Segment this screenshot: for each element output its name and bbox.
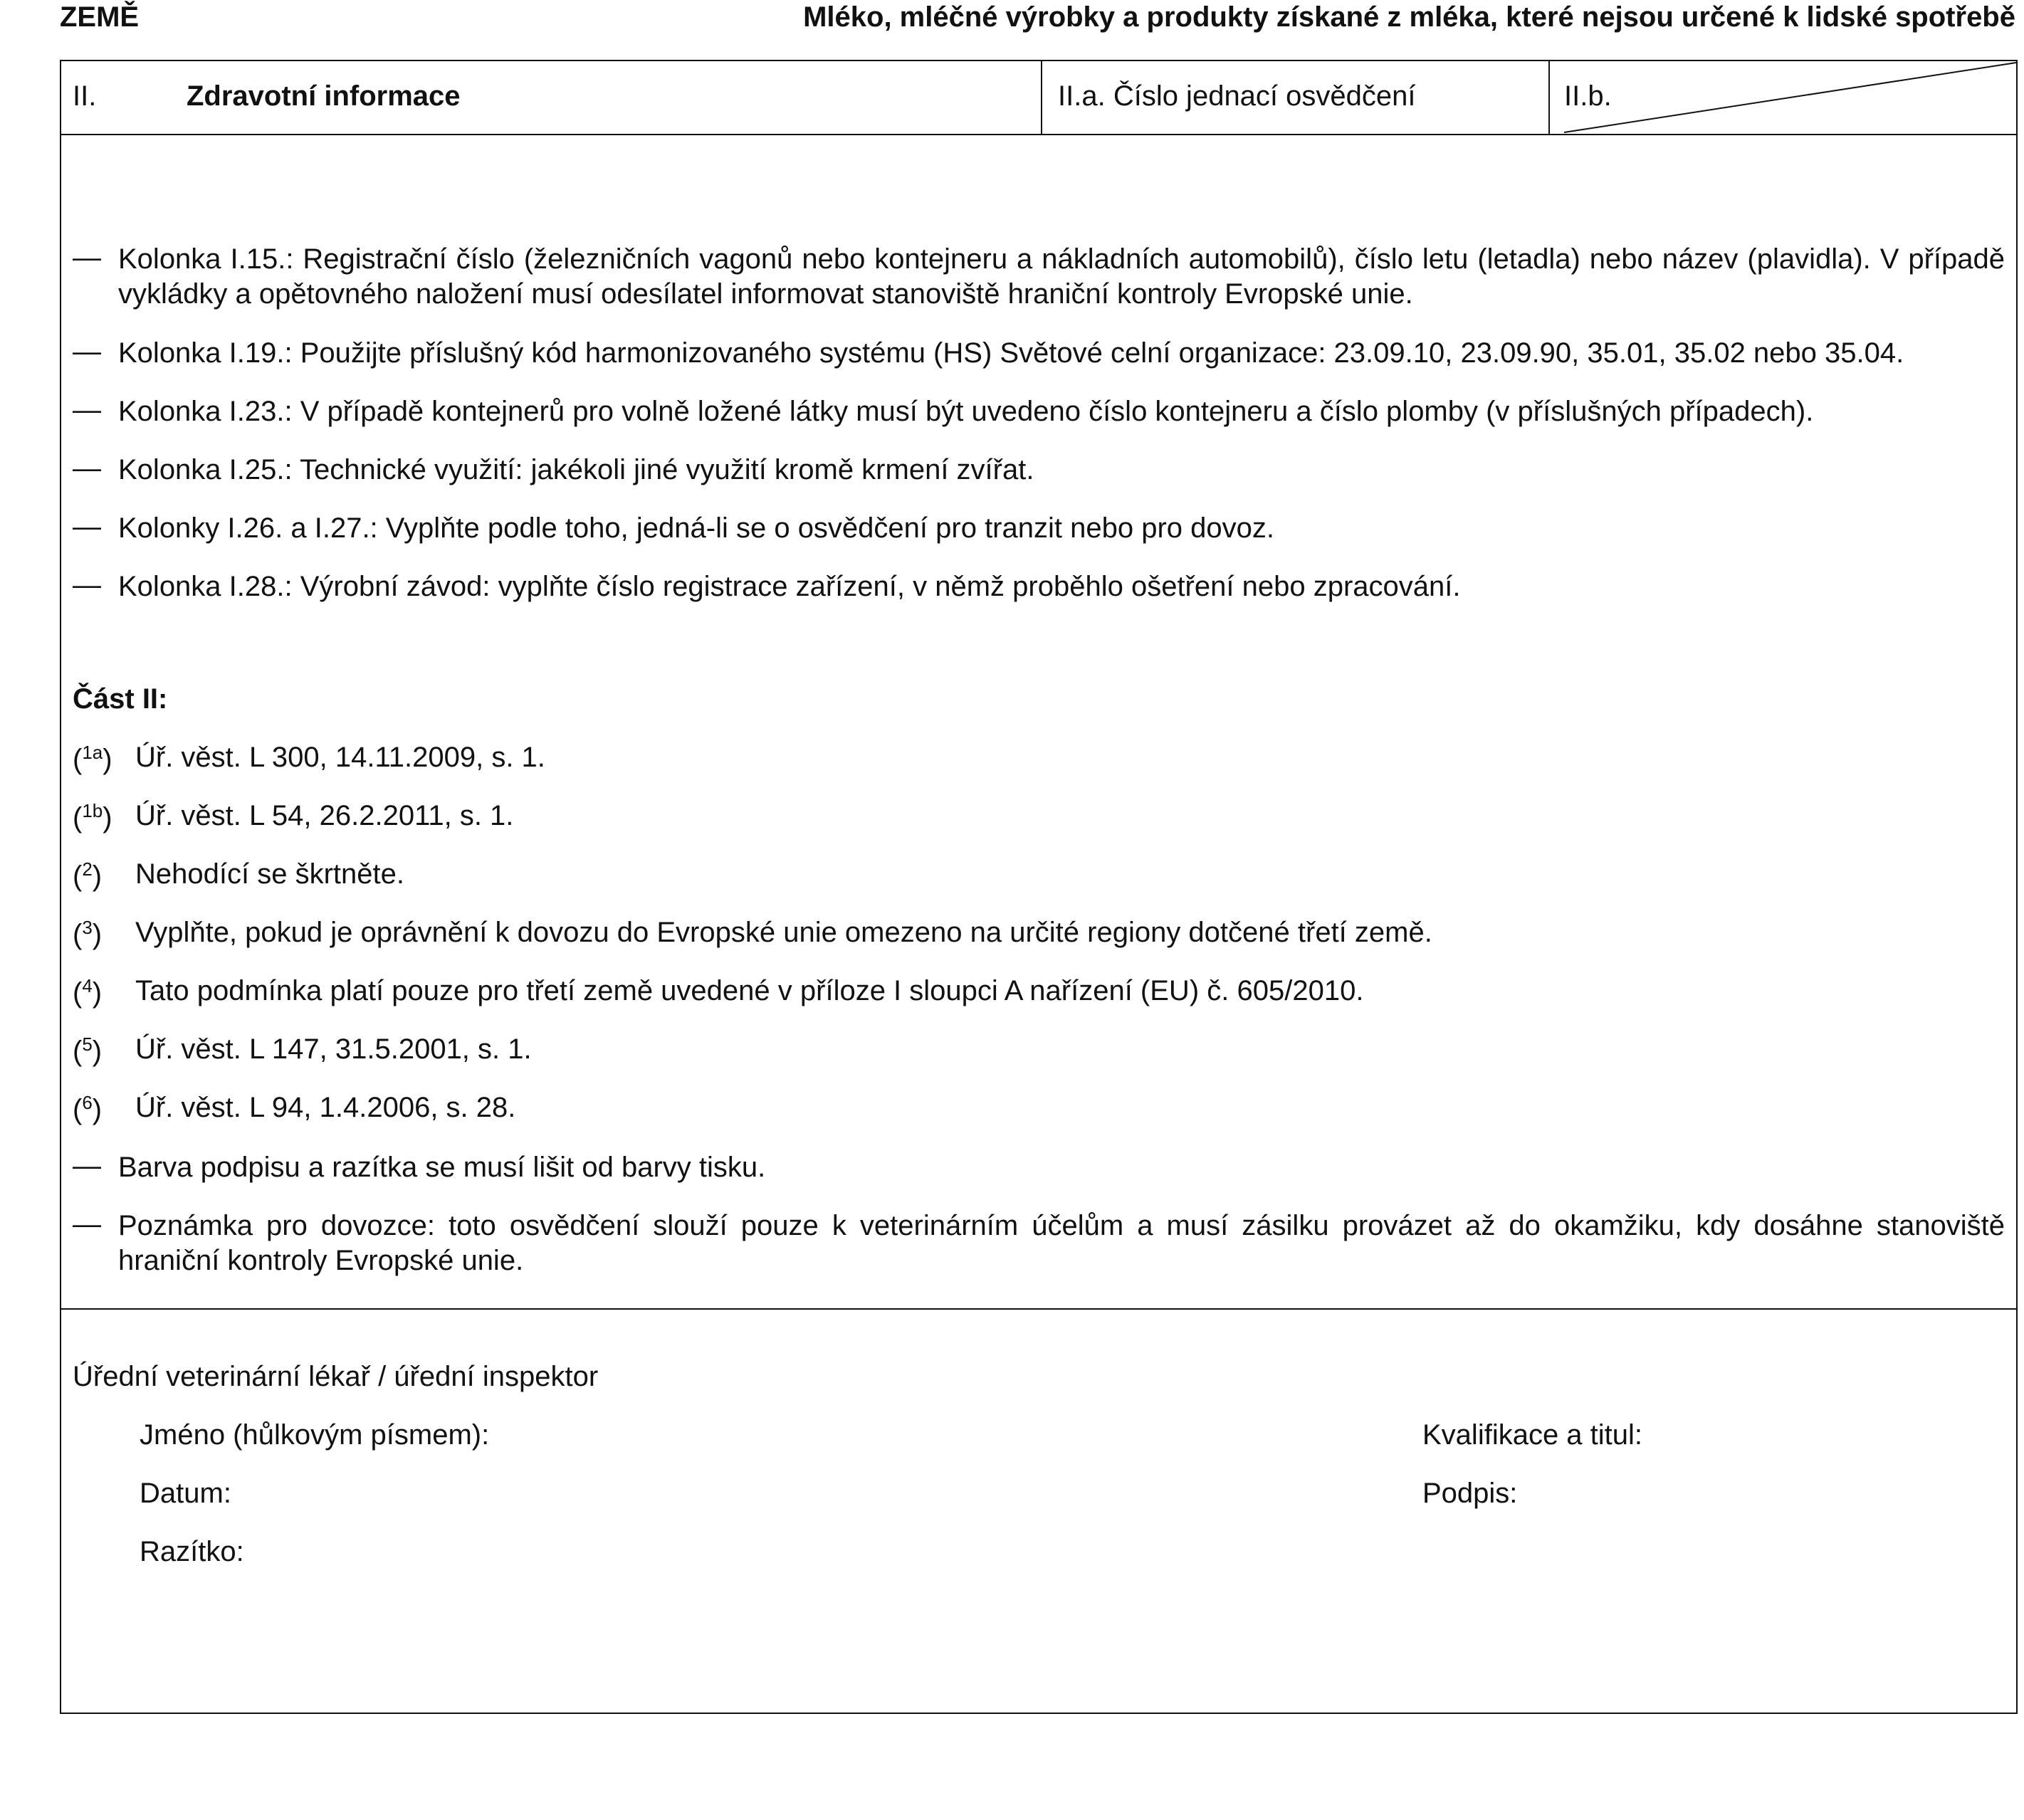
footnote-mark: ($^2$) [73, 858, 103, 892]
qualification-label: Kvalifikace a titul: [1422, 1419, 1643, 1451]
footnote-text: Úř. věst. L 54, 26.2.2011, s. 1. [135, 800, 514, 831]
footnote-text: Vyplňte, pokud je oprávnění k dovozu do Evropské unie omezeno na určité regiony dotčené třetí země. [135, 917, 1432, 948]
footnote-mark: ($^6$) [73, 1092, 103, 1125]
certificate-box [60, 60, 2018, 1714]
dash-marker: — [73, 394, 101, 426]
dash-marker: — [73, 453, 101, 484]
section-cell [61, 61, 1042, 134]
dash-marker: — [73, 336, 101, 367]
signature-section [61, 1310, 2016, 1715]
document-title: Mléko, mléčné výrobky a produkty získané z mléka, které nejsou určené k lidské spotřebě [803, 1, 2015, 33]
date-label: Datum: [140, 1478, 231, 1509]
note-item: Kolonky I.26. a I.27.: Vyplňte podle toho, jedná-li se o osvědčení pro tranzit nebo pro dovoz. [118, 512, 1274, 544]
dash-marker: — [73, 242, 101, 273]
reference-label: II.a. Číslo jednací osvědčení [1058, 80, 1416, 112]
iib-label: II.b. [1564, 80, 1612, 112]
footnote-text: Úř. věst. L 300, 14.11.2009, s. 1. [135, 742, 545, 773]
country-label: ZEMĚ [60, 1, 140, 33]
footnote-text: Úř. věst. L 147, 31.5.2001, s. 1. [135, 1033, 532, 1065]
footnote-mark: ($^5$) [73, 1033, 103, 1067]
signature-heading: Úřední veterinární lékař / úřední inspektor [73, 1361, 599, 1392]
iib-cell [1550, 61, 2018, 134]
table-header [61, 61, 2016, 135]
notes-section [61, 135, 2016, 1310]
footnote-mark: ($^{1a}$) [73, 742, 112, 775]
note-item: Kolonka I.25.: Technické využití: jakékoli jiné využití kromě krmení zvířat. [118, 454, 1034, 485]
section-title: Zdravotní informace [187, 80, 461, 112]
dash-marker: — [73, 511, 101, 542]
note-item: Poznámka pro dovozce: toto osvědčení slouží pouze k veterinárním účelům a musí zásilku provázet až do okamžiku, kdy dosáhne stanoviště hraniční kontroly Evropské unie. [118, 1210, 2005, 1276]
dash-marker: — [73, 1209, 101, 1240]
footnote-text: Tato podmínka platí pouze pro třetí země uvedené v příloze I sloupci A nařízení (EU) č. 605/2010. [135, 975, 1364, 1006]
part-two-heading: Část II: [73, 683, 168, 715]
name-label: Jméno (hůlkovým písmem): [140, 1419, 490, 1451]
note-item: Kolonka I.28.: Výrobní závod: vyplňte číslo registrace zařízení, v němž proběhlo ošetření nebo zpracování. [118, 571, 1461, 602]
signature-label: Podpis: [1422, 1478, 1518, 1509]
stamp-label: Razítko: [140, 1536, 244, 1567]
section-number: II. [73, 80, 97, 112]
dash-marker: — [73, 569, 101, 601]
footnote-mark: ($^4$) [73, 975, 103, 1009]
footnote-mark: ($^{1b}$) [73, 800, 112, 833]
footnote-text: Úř. věst. L 94, 1.4.2006, s. 28. [135, 1092, 516, 1123]
note-item: Kolonka I.23.: V případě kontejnerů pro volně ložené látky musí být uvedeno číslo kontejneru a číslo plomby (v příslušných případech). [118, 396, 1814, 427]
diagonal-line [1550, 61, 2018, 134]
note-item: Kolonka I.15.: Registrační číslo (železničních vagonů nebo kontejneru a nákladních automobilů), číslo letu (letadla) nebo název (plavidla). V případě vykládky a opětovného naložení musí odesílatel informovat stanoviště hraniční kontroly Evropské unie. [118, 243, 2005, 310]
footnote-text: Nehodící se škrtněte. [135, 858, 404, 890]
reference-cell [1042, 61, 1550, 134]
note-item: Barva podpisu a razítka se musí lišit od barvy tisku. [118, 1152, 766, 1183]
note-item: Kolonka I.19.: Použijte příslušný kód harmonizovaného systému (HS) Světové celní organizace: 23.09.10, 23.09.90, 35.01, 35.02 nebo 35.04. [118, 337, 1904, 369]
footnote-mark: ($^3$) [73, 917, 103, 950]
dash-marker: — [73, 1150, 101, 1182]
